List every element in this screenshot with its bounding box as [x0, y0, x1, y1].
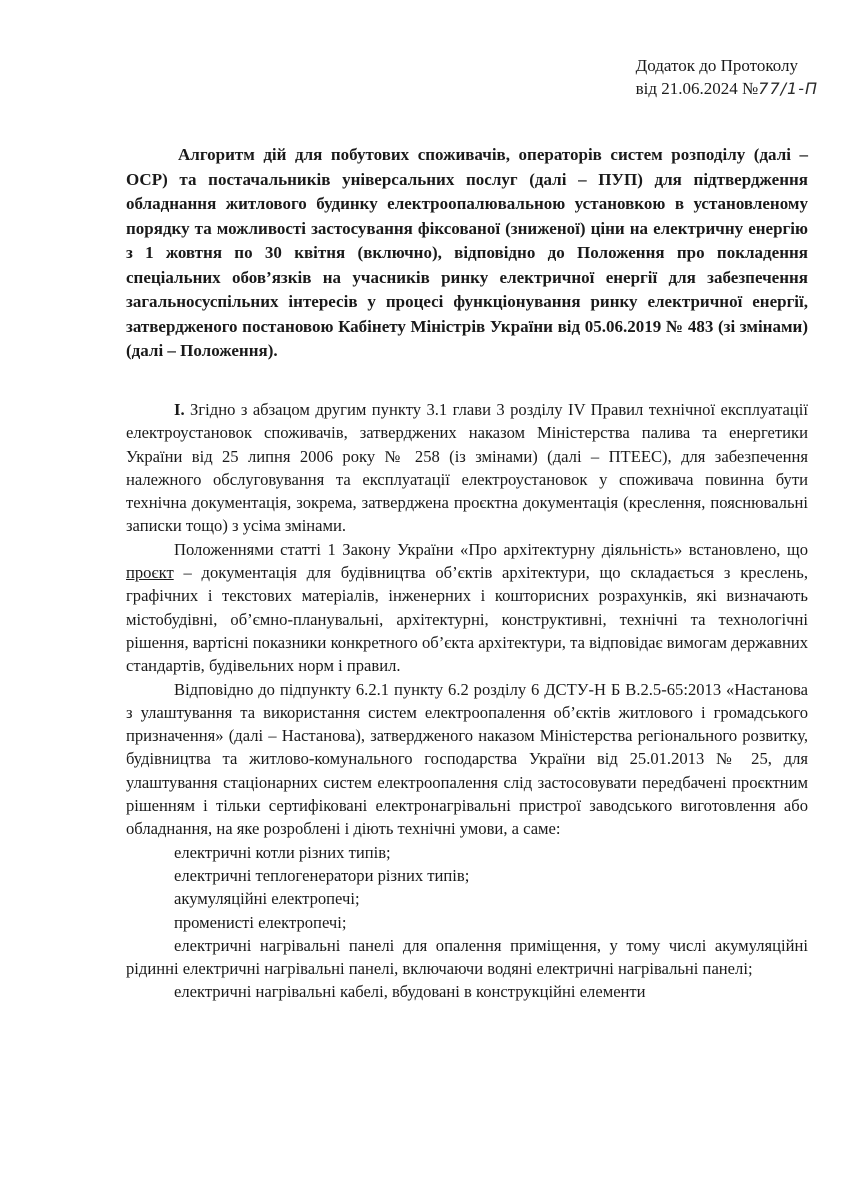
header-date-number: від 21.06.2024 №	[635, 79, 759, 98]
para2-before: Положеннями статті 1 Закону України «Про архітектурну діяльність» встановлено, що	[174, 539, 808, 559]
handwritten-protocol-number: 77/1-П	[758, 79, 818, 98]
list-item: електричні нагрівальні панелі для опалення приміщення, у тому числі акумуляційні рідинні електричні нагрівальні панелі, включаючи водяні електричні нагрівальні панелі;	[126, 935, 808, 979]
section-numeral: I.	[174, 400, 185, 419]
protocol-header	[636, 54, 818, 100]
section-1-text: Згідно з абзацом другим пункту 3.1 глави 3 розділу IV Правил технічної експлуатації електроустановок споживачів, затверджених наказом Міністерства палива та енергетики України від 25 липня 2006 року № 258 (із змінами) (далі – ПТЕЕС), для забезпечення належного обслуговування та експлуатації електроустановок у споживача повинна бути технічна документація, зокрема, затверджена проєктна документація (креслення, пояснювальні записки тощо) з усіма змінами.	[126, 400, 808, 536]
paragraph-dstu: Відповідно до підпункту 6.2.1 пункту 6.2 розділу 6 ДСТУ-Н Б В.2.5-65:2013 «Настанова з улаштування та використання систем електроопалення об’єктів житлового і громадського призначення» (далі – Настанова), затвердженого наказом Міністерства регіонального розвитку, будівництва та житлово-комунального господарства України від 25.01.2013 № 25, для улаштування стаціонарних систем електроопалення слід застосовувати передбачені проєктним рішенням і тільки сертифіковані електронагрівальні пристрої заводського виготовлення або обладнання, на яке розроблені і діють технічні умови, а саме:	[126, 679, 808, 839]
list-item: електричні котли різних типів;	[174, 842, 391, 862]
header-line-1: Додаток до Протоколу	[635, 56, 799, 75]
document-body	[126, 398, 808, 1004]
section-1-paragraph	[126, 398, 808, 538]
list-item: електричні нагрівальні кабелі, вбудовані в конструкційні елементи	[174, 982, 646, 1002]
title-text: Алгоритм дій для побутових споживачів, операторів систем розподілу (далі – ОСР) та постачальників універсальних послуг (далі – ПУП) для підтвердження обладнання житлового будинку електроопалювальною установкою в установленому порядку та можливості застосування фіксованої (зниженої) ціни на електричну енергію з 1 жовтня по 30 квітня (включно), відповідно до Положення про покладення спеціальних обов’язків на учасників ринку електричної енергії для забезпечення загальносуспільних інтересів у процесі функціонування ринку електричної енергії, затвердженого постановою Кабінету Міністрів України від 05.06.2019 № 483 (зі змінами) (далі – Положення).	[126, 145, 808, 360]
para2-after: – документація для будівництва об’єктів архітектури, що складається з креслень, графічних і текстових матеріалів, інженерних і кошторисних розрахунків, які визначають містобудівні, об’ємно-планувальні, архітектурні, конструктивні, технічні та технологічні рішення, вартісні показники конкретного об’єкта архітектури, та відповідає вимогам державних стандартів, будівельних норм і правил.	[126, 563, 808, 676]
list-item: електричні теплогенератори різних типів;	[174, 865, 470, 885]
list-item: акумуляційні електропечі;	[174, 889, 360, 909]
underlined-term: проєкт	[126, 563, 174, 583]
document-title	[126, 143, 808, 364]
header-line-2	[636, 77, 818, 100]
list-item: променисті електропечі;	[174, 912, 347, 932]
paragraph-architecture-law	[126, 538, 808, 678]
